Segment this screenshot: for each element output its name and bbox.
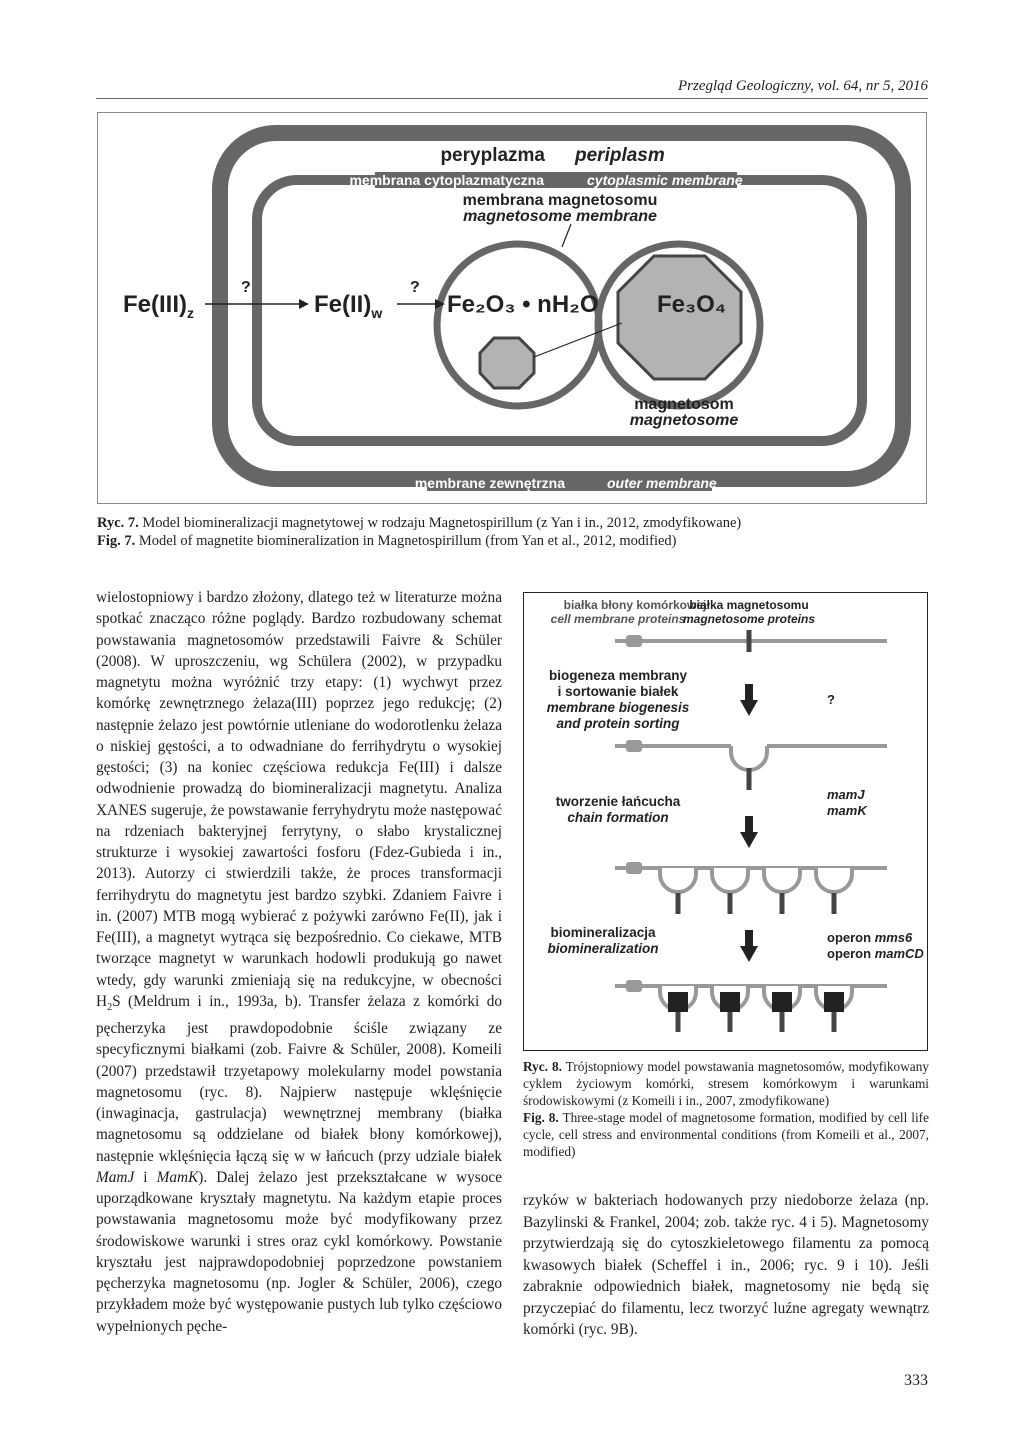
- gene-mamk: mamK: [827, 803, 867, 818]
- outer-membrane-en-label: outer membrane: [607, 475, 717, 491]
- paragraph-left: wielostopniowy i bardzo złożony, dlatego też w literaturze można spotkać znacząco różne poglądy. Bardzo rozbudowany schemat powstawania magnetosomów przedstawili Faivre & Schüler (2008). W uproszczeniu, wg Schülera (2002), w przypadku magnetytu można wyróżnić trzy etapy: (1) wychwyt przez komórkę zewnętrznego żelaza(III) poprzez jego redukcję; (2) następnie żelazo jest powtórnie utleniane do wodorotlenku żelaza o niskiej gęstości, a to odwadniane do ferrihydrytu o wysokiej gęstości; (3) na koniec częściowa redukcja Fe(III) i dalsze odwodnienie prowadzą do biomineralizacji magnetytu. Analiza XANES sugeruje, że powstawanie ferryhydrytu może następować na rdzeniach bakteryjnej ferrytyny, o słabo krystalicznej strukturze i wysokiej zawartości fosforu (Fdez-Gubieda i in., 2013). Autorzy ci stwierdzili także, że proces transformacji ferrihydrytu do magnetytu jest bardzo szybki. Zdaniem Faivre i in. (2007) MTB mogą wybierać z pożywki zarówno Fe(II), jak i Fe(III), a magnetyt wytrąca się bezpośrednio. Co ciekawe, MTB tworzące magnetyt w warunkach hodowli produkują go nawet wtedy, gdy warunki zmieniają się na redukcyjne, w obecności $H_2S$ (Meldrum i in., 1993a, b). Transfer żelaza z komórki do pęcherzyka jest prawdopodobnie ściśle związany ze specyficznymi białkami (zob. Faivre & Schüler, 2008). Komeili (2007) przedstawił trzyetapowy molekularny model powstania magnetosomu (ryc. 8). Najpierw następuje wklęśnięcie (inwaginacja, gastrulacja) wewnętrznej membrany (białka magnetosomu są oddzielane od białek błony komórkowej), następnie wklęśnięcia łączą się w w łańcuch (przy udziale białek MamJ i MamK). Dalej żelazo jest przekształcane w wysoce uporządkowane kryształy magnetytu. Na każdym etapie proces powstawania magnetosomu może być modyfikowany przez środowiskowe warunki i stres oraz cykl komórkowy. Powstanie kryształu jest najprawdopodobniej poprzedzone powstaniem pęcherzyka magnetosomu (np. Jogler & Schüler, 2006), czego przykładem może być występowanie pustych lub tylko częściowo wypełnionych pęche-: [96, 589, 502, 1335]
- body-text-left: [96, 587, 502, 1337]
- cyto-membrane-pl-label: membrana cytoplazmatyczna: [349, 172, 544, 188]
- cell-proteins-pl: białka błony komórkowej: [563, 598, 707, 612]
- down-arrow-3-shaft: [745, 930, 753, 948]
- periplasm-pl-label: peryplazma: [440, 145, 545, 166]
- stage2-pl: tworzenie łańcucha: [555, 794, 681, 809]
- question-2: ?: [410, 279, 420, 296]
- cell-proteins-en: cell membrane proteins: [550, 612, 686, 626]
- stage3-pl: biomineralizacja: [550, 925, 656, 940]
- outer-membrane-pl-label: membrane zewnętrzna: [414, 475, 565, 491]
- magnetosome-en-label: magnetosome: [629, 412, 739, 429]
- caption-7-pl: Ryc. 7. Model biomineralizacji magnetytowej w rodzaju Magnetospirillum (z Yan i in., 2012, zmodyfikowane): [97, 515, 742, 531]
- stage1-en-2: and protein sorting: [556, 716, 680, 731]
- cell-protein-2: [626, 740, 642, 752]
- small-crystal: [480, 338, 534, 388]
- magnetosome-pl-label: magnetosom: [634, 396, 734, 413]
- mag-membrane-pl-label: membrana magnetosomu: [462, 192, 658, 209]
- mag-proteins-pl: białka magnetosomu: [689, 598, 809, 612]
- cell-protein-1: [626, 635, 642, 647]
- stage1-question: ?: [827, 692, 835, 707]
- stage2-en: chain formation: [567, 810, 669, 825]
- cell-protein-3: [626, 862, 642, 874]
- gene-mamj: mamJ: [827, 787, 865, 802]
- running-header: Przegląd Geologiczny, vol. 64, nr 5, 2016: [678, 78, 928, 94]
- cell-protein-4: [626, 980, 642, 992]
- question-1: ?: [241, 279, 251, 296]
- stage1-en-1: membrane biogenesis: [546, 700, 690, 715]
- figure-7-caption: [97, 514, 927, 550]
- stage3-en: biomineralization: [547, 941, 659, 956]
- down-arrow-2-shaft: [745, 816, 753, 834]
- caption-8-pl: Ryc. 8. Trójstopniowy model powstawania magnetosomów, modyfikowany cyklem życiowym komórki, stresem komórkowym i warunkami środowiskowymi (z Komeili i in., 2007, zmodyfikowane): [523, 1059, 929, 1108]
- operon-1: operon mms6: [827, 930, 913, 945]
- cyto-membrane-en-label: cytoplasmic membrane: [587, 172, 743, 188]
- ferrihydrite-label: Fe₂O₃ • nH₂O: [447, 291, 599, 318]
- figure-8-caption: [523, 1058, 929, 1160]
- paragraph-right: rzyków w bakteriach hodowanych przy niedoborze żelaza (np. Bazylinski & Frankel, 2004; zob. także ryc. 4 i 5). Magnetosomy przytwierdzają się do cytoszkieletowego filamentu za pomocą kwasowych białek (Scheffel i in., 2006; ryc. 9 i 10). Jeśli zabraknie odpowiednich białek, magnetosomy nie będą się przyczepiać do filamentu, lecz tworzyć luźne agregaty wewnątrz komórki (ryc. 9B).: [523, 1192, 929, 1338]
- operon-2: operon mamCD: [827, 946, 924, 961]
- fe3-label: $Fe(III)_z$: [123, 291, 194, 321]
- header-rule: [96, 98, 928, 99]
- figure-8: [523, 592, 928, 1051]
- stage1-pl-1: biogeneza membrany: [548, 668, 688, 683]
- stage1-pl-2: i sortowanie białek: [557, 684, 679, 699]
- figure-7: [97, 112, 927, 504]
- page-number: 333: [904, 1372, 928, 1389]
- caption-8-en: Fig. 8. Three-stage model of magnetosome formation, modified by cell life cycle, cell stress and environmental conditions (from Komeili et al., 2007, modified): [523, 1110, 929, 1159]
- body-text-right: [523, 1190, 929, 1341]
- fe2-label: $Fe(II)_w$: [314, 291, 383, 321]
- mag-membrane-en-label: magnetosome membrane: [463, 208, 657, 225]
- periplasm-en-label: periplasm: [575, 145, 665, 166]
- magnetite-label: Fe₃O₄: [657, 291, 727, 318]
- caption-7-en: Fig. 7. Model of magnetite biomineralization in Magnetospirillum (from Yan et al., 2012, modified): [97, 533, 677, 549]
- mag-proteins-en: magnetosome proteins: [682, 612, 816, 626]
- down-arrow-1-shaft: [745, 684, 753, 702]
